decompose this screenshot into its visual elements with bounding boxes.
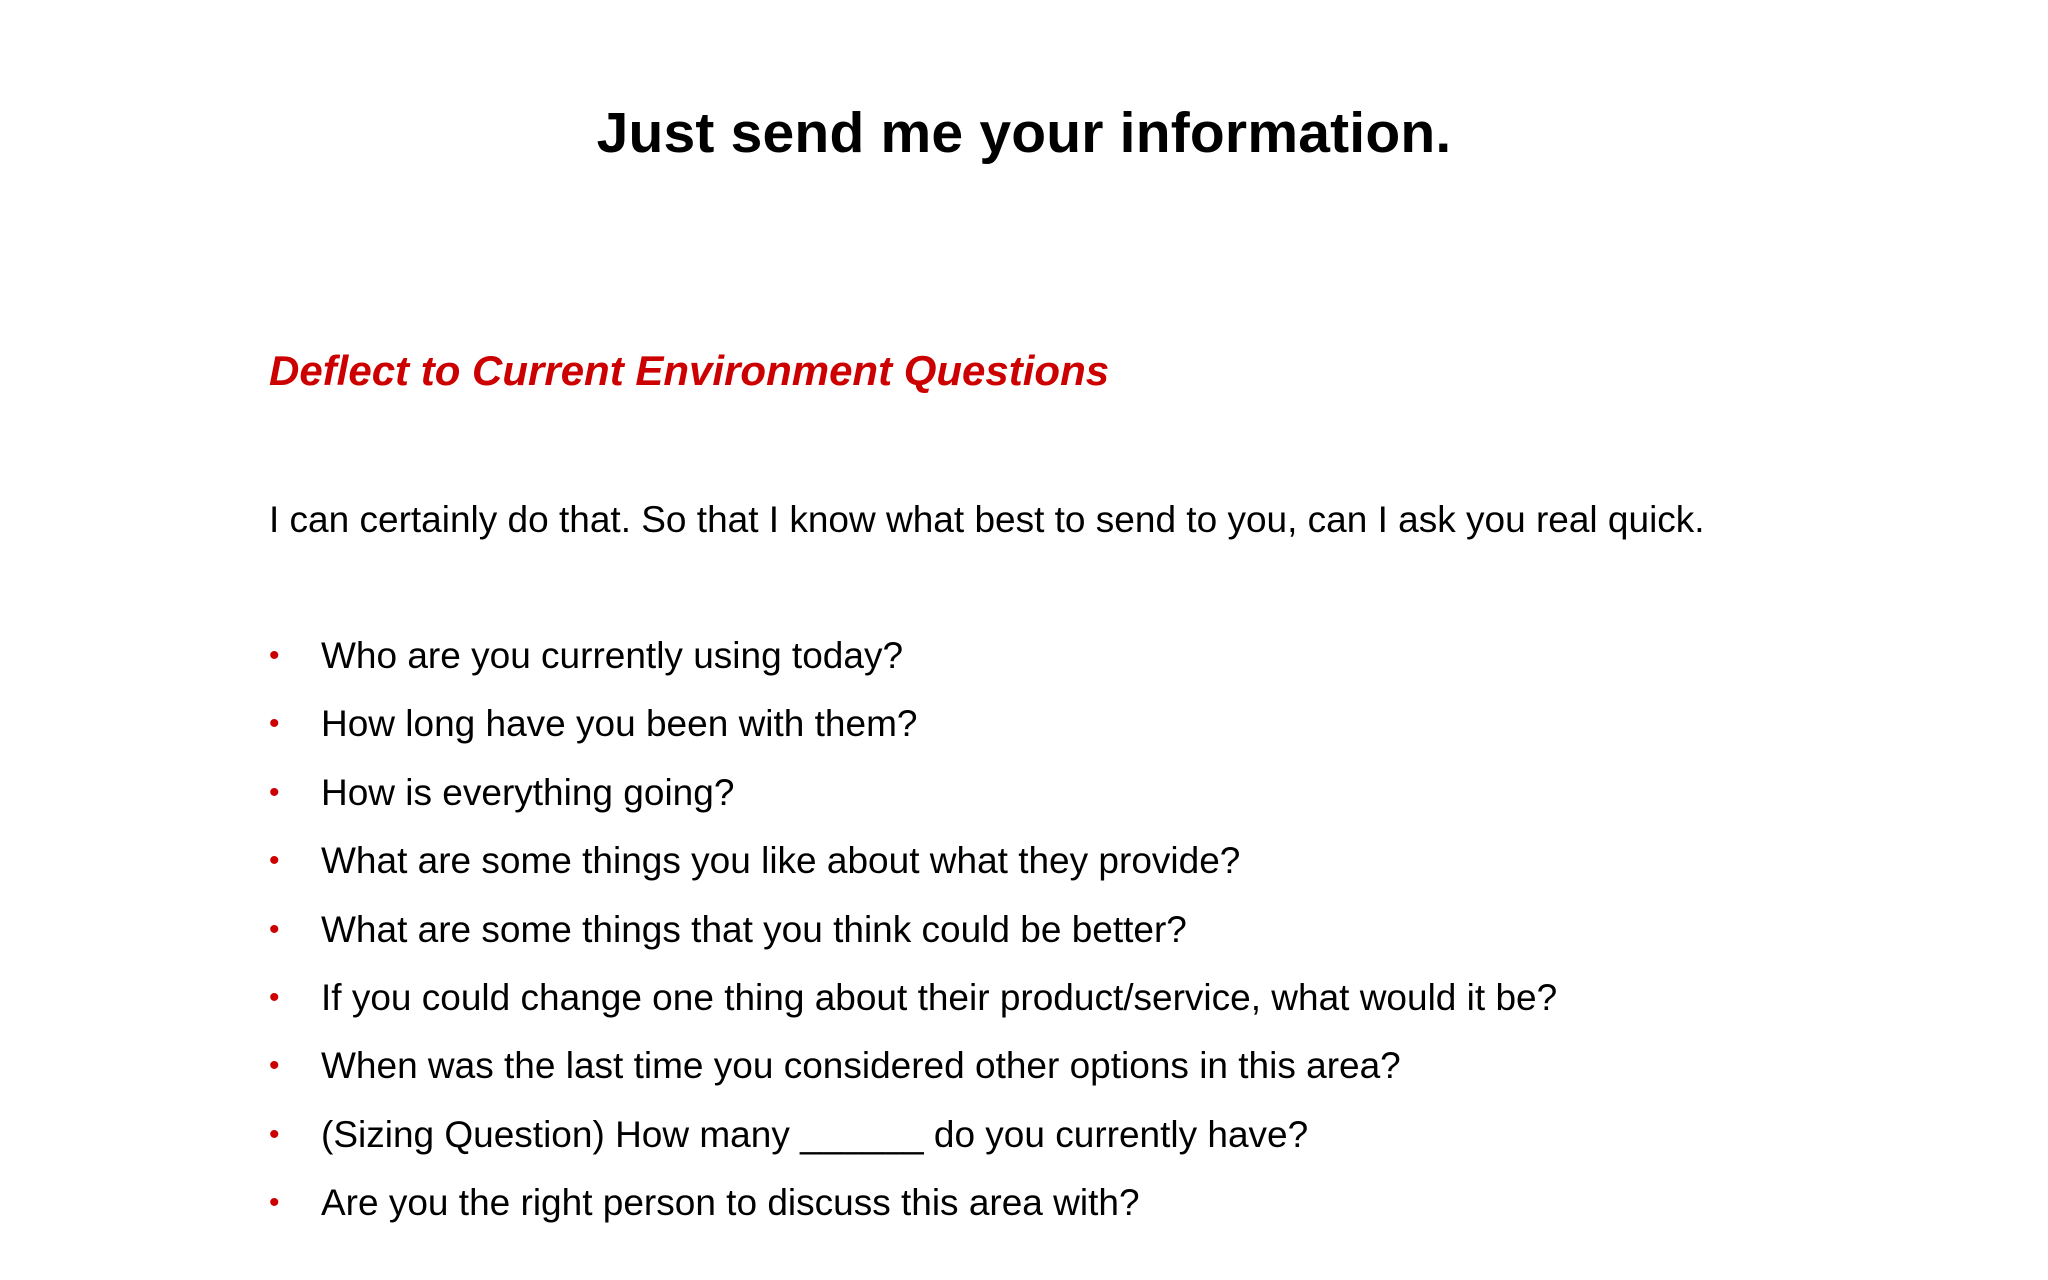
list-item-text: Are you the right person to discuss this area with? [321, 1182, 1140, 1224]
bullet-icon: • [269, 1117, 280, 1151]
bullet-icon: • [269, 639, 280, 672]
bullet-icon: • [269, 844, 280, 878]
bullet-icon: • [269, 1186, 280, 1220]
list-item-text: Who are you currently using today? [321, 635, 904, 676]
bullet-icon: • [269, 1049, 280, 1083]
list-item-text: How long have you been with them? [321, 703, 918, 745]
bullet-icon: • [269, 980, 280, 1014]
intro-paragraph: I can certainly do that. So that I know what best to send to you, can I ask you real quick. [269, 499, 1705, 540]
list-item-text: If you could change one thing about their product/service, what would it be? [321, 976, 1558, 1018]
bullet-icon: • [269, 775, 280, 809]
section-subtitle: Deflect to Current Environment Questions [269, 347, 1110, 394]
list-item-text: When was the last time you considered other options in this area? [321, 1045, 1401, 1087]
bullet-icon: • [269, 707, 280, 741]
page-title: Just send me your information. [596, 101, 1452, 165]
list-item-text: How is everything going? [321, 771, 735, 813]
list-item-text: (Sizing Question) How many ______ do you currently have? [321, 1113, 1309, 1155]
list-item-text: What are some things that you think could be better? [321, 908, 1187, 950]
bullet-icon: • [269, 912, 280, 946]
list-item-text: What are some things you like about what they provide? [321, 840, 1241, 882]
